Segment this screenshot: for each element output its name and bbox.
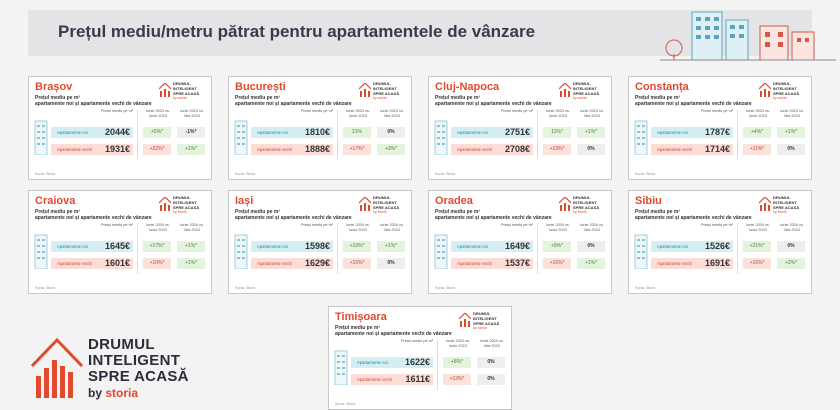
building-icon: [33, 117, 51, 155]
source-note: Sursa: Storia: [435, 286, 456, 290]
mini-logo-line: SPRE ACASĂ: [773, 91, 800, 96]
brand-line-2: INTELIGENT: [88, 352, 181, 369]
card-subtitle: Prețul mediu pe m²: [435, 95, 481, 101]
new-yoy-change: +4%*: [743, 127, 771, 138]
building-icon: [233, 117, 251, 155]
row-old-apartments: [251, 144, 333, 155]
mini-logo-byline: by storia: [773, 210, 787, 214]
mini-logo-line: INTELIGENT: [773, 86, 797, 91]
old-yoy-change: +16%*: [543, 258, 571, 269]
source-note: Sursa: Storia: [435, 172, 456, 176]
row-old-apartments: [251, 258, 333, 269]
brand-line-3: SPRE ACASĂ: [88, 368, 189, 385]
row-label: Apartamente noi: [457, 130, 488, 135]
mini-logo-line: INTELIGENT: [173, 86, 197, 91]
row-old-apartments: [451, 258, 533, 269]
divider: [137, 224, 138, 274]
mini-logo-line: DRUMUL: [173, 195, 191, 200]
old-mom-change: 0%: [777, 144, 805, 155]
mini-logo-line: INTELIGENT: [773, 200, 797, 205]
row-label: Apartamente vechi: [257, 261, 292, 266]
col-header-price: Prețul mediu pe m²: [100, 109, 134, 113]
city-buildings-illustration: [660, 10, 836, 62]
old-mom-change: +1%*: [177, 258, 205, 269]
old-yoy-change: +15%*: [343, 258, 371, 269]
mini-logo-line: INTELIGENT: [373, 86, 397, 91]
row-label: Apartamente vechi: [657, 147, 692, 152]
house-chart-icon: [759, 83, 771, 97]
mini-logo-byline: by storia: [173, 210, 187, 214]
col-header-yoy: Iunie 2024 vs. Iunie 2023: [346, 223, 370, 232]
row-old-apartments: [51, 144, 133, 155]
header-banner: [28, 10, 812, 56]
source-note: Sursa: Storia: [635, 172, 656, 176]
brand-line-1: DRUMUL: [88, 336, 155, 353]
building-icon: [33, 231, 51, 269]
building-icon: [633, 117, 651, 155]
new-mom-change: 0%: [377, 127, 405, 138]
building-icon: [333, 347, 351, 385]
mini-logo-line: DRUMUL: [373, 195, 391, 200]
new-price: 1645€: [104, 241, 130, 251]
card-subtitle: Prețul mediu pe m²: [635, 95, 681, 101]
new-yoy-change: +13%*: [343, 241, 371, 252]
old-mom-change: +2%*: [777, 258, 805, 269]
source-note: Sursa: Storia: [35, 172, 56, 176]
mini-logo-byline: by storia: [173, 96, 187, 100]
source-note: Sursa: Storia: [335, 402, 356, 406]
house-chart-icon: [459, 313, 471, 327]
city-name: Oradea: [435, 195, 473, 207]
row-old-apartments: [651, 144, 733, 155]
house-chart-icon: [759, 197, 771, 211]
col-header-yoy: Iunie 2024 vs. Iunie 2023: [546, 223, 570, 232]
col-header-yoy: Iunie 2024 vs. Iunie 2023: [146, 223, 170, 232]
city-card: [228, 76, 412, 180]
city-card: [428, 76, 612, 180]
brand-byline: [88, 386, 138, 400]
col-header-price: Prețul mediu pe m²: [700, 109, 734, 113]
col-header-yoy: Iunie 2024 vs. Iunie 2023: [446, 339, 470, 348]
source-note: Sursa: Storia: [635, 286, 656, 290]
mini-logo-byline: by storia: [773, 96, 787, 100]
row-label: Apartamente noi: [457, 244, 488, 249]
col-header-mom: Iunie 2024 vs. Mai 2024: [380, 223, 404, 232]
mini-logo-line: DRUMUL: [473, 311, 491, 316]
card-subtitle: Prețul mediu pe m²: [35, 209, 81, 215]
row-old-apartments: [51, 258, 133, 269]
mini-logo-line: SPRE ACASĂ: [573, 91, 600, 96]
city-card: [228, 190, 412, 294]
building-icon: [433, 231, 451, 269]
card-subtitle-2: apartamente noi și apartamente vechi de vânzare: [435, 101, 552, 107]
card-subtitle: Prețul mediu pe m²: [335, 325, 381, 331]
old-price: 1888€: [304, 144, 330, 154]
old-price: 1629€: [304, 258, 330, 268]
card-subtitle-2: apartamente noi și apartamente vechi de vânzare: [235, 101, 352, 107]
house-chart-icon: [559, 197, 571, 211]
new-yoy-change: +5%*: [143, 127, 171, 138]
page-title: Prețul mediu/metru pătrat pentru apartamentele de vânzare: [58, 22, 536, 41]
old-mom-change: 0%: [577, 144, 605, 155]
divider: [737, 224, 738, 274]
house-chart-icon: [359, 83, 371, 97]
card-subtitle: Prețul mediu pe m²: [435, 209, 481, 215]
col-header-mom: Iunie 2024 vs. Mai 2024: [580, 223, 604, 232]
city-card: [628, 76, 812, 180]
mini-brand-logo: [159, 195, 205, 217]
row-old-apartments: [651, 258, 733, 269]
divider: [537, 224, 538, 274]
mini-logo-byline: by storia: [373, 210, 387, 214]
city-name: Sibiu: [635, 195, 662, 207]
row-label: Apartamente noi: [657, 244, 688, 249]
row-label: Apartamente noi: [257, 130, 288, 135]
mini-logo-line: DRUMUL: [573, 195, 591, 200]
mini-logo-byline: by storia: [573, 96, 587, 100]
old-mom-change: +3%*: [377, 144, 405, 155]
row-old-apartments: [451, 144, 533, 155]
col-header-price: Prețul mediu pe m²: [400, 339, 434, 343]
source-note: Sursa: Storia: [235, 172, 256, 176]
new-price: 1810€: [304, 127, 330, 137]
new-mom-change: 0%: [477, 357, 505, 368]
mini-logo-line: DRUMUL: [573, 81, 591, 86]
mini-brand-logo: [359, 81, 405, 103]
row-new-apartments: [451, 127, 533, 138]
old-mom-change: 0%: [377, 258, 405, 269]
old-yoy-change: +13%*: [543, 144, 571, 155]
building-icon: [233, 231, 251, 269]
mini-logo-line: INTELIGENT: [573, 200, 597, 205]
card-subtitle: Prețul mediu pe m²: [235, 209, 281, 215]
mini-brand-logo: [759, 81, 805, 103]
row-new-apartments: [51, 241, 133, 252]
old-yoy-change: +22%*: [143, 144, 171, 155]
row-label: Apartamente noi: [57, 130, 88, 135]
house-chart-icon: [559, 83, 571, 97]
mini-logo-line: SPRE ACASĂ: [573, 205, 600, 210]
old-price: 1691€: [704, 258, 730, 268]
row-label: Apartamente noi: [57, 244, 88, 249]
new-yoy-change: +17%*: [143, 241, 171, 252]
card-subtitle-2: apartamente noi și apartamente vechi de vânzare: [235, 215, 352, 221]
new-yoy-change: +8%*: [443, 357, 471, 368]
mini-brand-logo: [559, 81, 605, 103]
mini-logo-byline: by storia: [473, 326, 487, 330]
col-header-yoy: Iunie 2024 vs. Iunie 2023: [346, 109, 370, 118]
city-card: [628, 190, 812, 294]
source-note: Sursa: Storia: [35, 286, 56, 290]
house-chart-icon: [359, 197, 371, 211]
city-name: Brașov: [35, 81, 73, 93]
building-icon: [633, 231, 651, 269]
building-icon: [433, 117, 451, 155]
col-header-mom: Iunie 2024 vs. Mai 2024: [580, 109, 604, 118]
row-label: Apartamente noi: [357, 360, 388, 365]
city-name: București: [235, 81, 286, 93]
old-price: 1601€: [104, 258, 130, 268]
row-new-apartments: [251, 127, 333, 138]
new-mom-change: 0%: [577, 241, 605, 252]
row-label: Apartamente vechi: [57, 147, 92, 152]
col-header-mom: Iunie 2024 vs. Mai 2024: [380, 109, 404, 118]
row-label: Apartamente vechi: [357, 377, 392, 382]
old-yoy-change: +16%*: [743, 258, 771, 269]
new-yoy-change: +9%*: [543, 241, 571, 252]
row-new-apartments: [651, 127, 733, 138]
col-header-yoy: Iunie 2024 vs. Iunie 2023: [146, 109, 170, 118]
row-label: Apartamente noi: [257, 244, 288, 249]
card-subtitle: Prețul mediu pe m²: [35, 95, 81, 101]
mini-brand-logo: [359, 195, 405, 217]
card-subtitle-2: apartamente noi și apartamente vechi de vânzare: [635, 215, 752, 221]
old-price: 1611€: [405, 374, 430, 384]
new-price: 1649€: [504, 241, 530, 251]
mini-logo-line: SPRE ACASĂ: [173, 205, 200, 210]
new-mom-change: -1%*: [177, 127, 205, 138]
old-yoy-change: +10%*: [143, 258, 171, 269]
old-price: 1537€: [504, 258, 530, 268]
row-new-apartments: [451, 241, 533, 252]
row-new-apartments: [251, 241, 333, 252]
col-header-price: Prețul mediu pe m²: [300, 109, 334, 113]
house-chart-icon: [30, 336, 84, 400]
mini-logo-line: SPRE ACASĂ: [773, 205, 800, 210]
card-subtitle-2: apartamente noi și apartamente vechi de vânzare: [635, 101, 752, 107]
city-name: Iași: [235, 195, 254, 207]
row-old-apartments: [351, 374, 433, 385]
new-yoy-change: 21%: [343, 127, 371, 138]
col-header-mom: Iunie 2024 vs. Mai 2024: [780, 109, 804, 118]
mini-brand-logo: [759, 195, 805, 217]
card-subtitle-2: apartamente noi și apartamente vechi de vânzare: [335, 331, 452, 337]
col-header-price: Prețul mediu pe m²: [500, 223, 534, 227]
divider: [737, 110, 738, 160]
mini-logo-line: DRUMUL: [773, 195, 791, 200]
mini-logo-line: SPRE ACASĂ: [373, 205, 400, 210]
card-subtitle-2: apartamente noi și apartamente vechi de vânzare: [435, 215, 552, 221]
new-price: 1598€: [304, 241, 330, 251]
mini-logo-line: INTELIGENT: [473, 316, 497, 321]
row-new-apartments: [351, 357, 433, 368]
col-header-price: Prețul mediu pe m²: [500, 109, 534, 113]
new-mom-change: +1%*: [777, 127, 805, 138]
col-header-mom: Iunie 2024 vs. Mai 2024: [780, 223, 804, 232]
old-yoy-change: +17%*: [343, 144, 371, 155]
brand-by: by: [88, 386, 103, 400]
old-price: 1714€: [704, 144, 730, 154]
mini-brand-logo: [159, 81, 205, 103]
mini-brand-logo: [459, 311, 505, 333]
old-mom-change: 0%: [477, 374, 505, 385]
col-header-price: Prețul mediu pe m²: [300, 223, 334, 227]
mini-logo-line: DRUMUL: [373, 81, 391, 86]
city-card: [28, 76, 212, 180]
card-subtitle-2: apartamente noi și apartamente vechi de vânzare: [35, 101, 152, 107]
card-subtitle: Prețul mediu pe m²: [635, 209, 681, 215]
divider: [337, 110, 338, 160]
mini-logo-byline: by storia: [373, 96, 387, 100]
old-mom-change: +1%*: [177, 144, 205, 155]
mini-logo-line: DRUMUL: [173, 81, 191, 86]
mini-logo-line: SPRE ACASĂ: [173, 91, 200, 96]
mini-logo-line: INTELIGENT: [573, 86, 597, 91]
city-name: Cluj-Napoca: [435, 81, 500, 93]
col-header-price: Prețul mediu pe m²: [700, 223, 734, 227]
brand-storia: storia: [105, 386, 139, 400]
city-card: [328, 306, 512, 410]
row-label: Apartamente vechi: [257, 147, 292, 152]
old-price: 2708€: [504, 144, 530, 154]
new-yoy-change: 11%*: [543, 127, 571, 138]
city-card: [28, 190, 212, 294]
old-yoy-change: +11%*: [743, 144, 771, 155]
mini-logo-line: DRUMUL: [773, 81, 791, 86]
house-chart-icon: [159, 83, 171, 97]
new-mom-change: 0%: [777, 241, 805, 252]
new-price: 1526€: [704, 241, 730, 251]
new-yoy-change: +21%*: [743, 241, 771, 252]
new-mom-change: +1%*: [577, 127, 605, 138]
new-mom-change: +1%*: [177, 241, 205, 252]
mini-brand-logo: [559, 195, 605, 217]
col-header-mom: Iunie 2024 vs. Mai 2024: [480, 339, 504, 348]
house-chart-icon: [159, 197, 171, 211]
city-name: Craiova: [35, 195, 76, 207]
row-label: Apartamente vechi: [457, 261, 492, 266]
col-header-mom: Iunie 2024 vs. Mai 2024: [180, 223, 204, 232]
old-mom-change: +1%*: [577, 258, 605, 269]
new-price: 1622€: [404, 357, 430, 367]
col-header-yoy: Iunie 2024 vs. Iunie 2023: [746, 109, 770, 118]
col-header-price: Prețul mediu pe m²: [100, 223, 134, 227]
new-mom-change: +1%*: [377, 241, 405, 252]
row-label: Apartamente vechi: [657, 261, 692, 266]
row-new-apartments: [651, 241, 733, 252]
col-header-yoy: Iunie 2024 vs. Iunie 2023: [546, 109, 570, 118]
new-price: 2044€: [104, 127, 130, 137]
new-price: 1787€: [704, 127, 730, 137]
divider: [137, 110, 138, 160]
divider: [437, 340, 438, 390]
mini-logo-line: INTELIGENT: [373, 200, 397, 205]
city-name: Constanța: [635, 81, 689, 93]
city-name: Timișoara: [335, 311, 387, 323]
mini-logo-byline: by storia: [573, 210, 587, 214]
old-price: 1931€: [104, 144, 130, 154]
col-header-mom: Iunie 2024 vs. Mai 2024: [180, 109, 204, 118]
new-price: 2751€: [504, 127, 530, 137]
source-note: Sursa: Storia: [235, 286, 256, 290]
divider: [537, 110, 538, 160]
mini-logo-line: SPRE ACASĂ: [373, 91, 400, 96]
row-label: Apartamente noi: [657, 130, 688, 135]
card-subtitle-2: apartamente noi și apartamente vechi de vânzare: [35, 215, 152, 221]
city-card: [428, 190, 612, 294]
mini-logo-line: SPRE ACASĂ: [473, 321, 500, 326]
row-label: Apartamente vechi: [57, 261, 92, 266]
col-header-yoy: Iunie 2024 vs. Iunie 2023: [746, 223, 770, 232]
divider: [337, 224, 338, 274]
mini-logo-line: INTELIGENT: [173, 200, 197, 205]
card-subtitle: Prețul mediu pe m²: [235, 95, 281, 101]
row-label: Apartamente vechi: [457, 147, 492, 152]
old-yoy-change: +13%*: [443, 374, 471, 385]
row-new-apartments: [51, 127, 133, 138]
brand-logo: [30, 336, 230, 400]
